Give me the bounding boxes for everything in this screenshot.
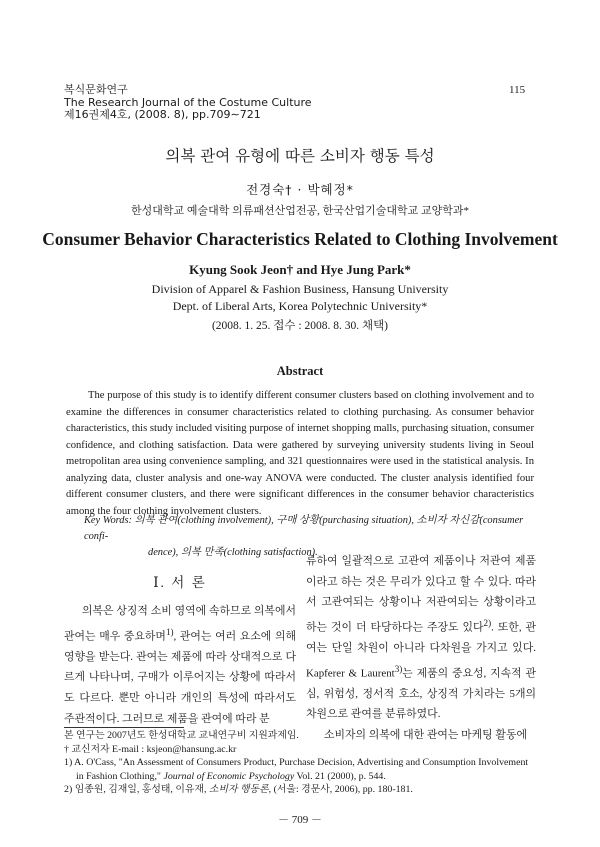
abstract-text: The purpose of this study is to identify different consumer clusters based on clothing involvement and to examine the differences in consumer characteristics related to clothing purchasing. As consumer behavior characteristics, this study included visiting purpose of internet shopping malls, purchasing situation, consumer confidence, and clothing satisfaction. Data were gathered by surveying university students living in Seoul metropolitan area using convenience sampling, and 321 questionnaires were used in the statistical analysis. In analyzing data, cluster analysis and one-way ANOVA were conducted. The cluster analysis identified four different consumer clusters, and there were significant differences in the consumer behavior characteristics among the four clothing involvement clusters.: [66, 390, 534, 517]
keywords-line-2: dence), 의복 만족(clothing satisfaction).: [148, 547, 318, 558]
footnote-1: [64, 756, 538, 783]
title-korean: 의복 관여 유형에 따른 소비자 행동 특성: [165, 147, 435, 165]
journal-title: Journal of Economic Psychology: [163, 770, 295, 782]
keywords-label: Key Words:: [84, 515, 133, 526]
authors-korean: 전경숙† · 박혜정*: [246, 182, 354, 197]
footnote-divider: [64, 727, 184, 728]
book-title: 소비자 행동론,: [208, 784, 272, 796]
paragraph: [306, 551, 536, 725]
citation-marker: 3): [394, 663, 403, 674]
footnote-corresponding: † 교신저자 E-mail : ksjeon@hansung.ac.kr: [64, 743, 237, 755]
body-column-left: [64, 601, 296, 729]
footnote-funding: 본 연구는 2007년도 한성대학교 교내연구비 지원과제임.: [64, 730, 299, 741]
authors-english: Kyung Sook Jeon† and Hye Jung Park*: [189, 262, 411, 277]
journal-issue: 제16권제4호, (2008. 8), pp.709∼721: [64, 108, 261, 121]
abstract-body: [66, 388, 534, 520]
page-number-bottom: － 709 －: [278, 814, 322, 826]
footnote-2: [64, 783, 538, 797]
journal-name-en: The Research Journal of the Costume Culture: [64, 95, 312, 109]
footnotes: [64, 729, 538, 797]
affiliation-english-2: Dept. of Liberal Arts, Korea Polytechnic University*: [172, 299, 428, 313]
journal-header: [64, 84, 312, 122]
text-run: . 또한, 관여는 단일 차원이 아니라 다차원을 가지고 있다. Kapferer & Laurent: [306, 621, 537, 680]
section-heading-introduction: Ⅰ. 서 론: [153, 575, 207, 590]
text-run: 류하여 일괄적으로 고관여 제품이나 저관여 제품이라고 하는 것은 무리가 있다고 할 수 있다. 따라서 고관여되는 상황이나 저관여되는 상황이라고 하는 것이 더 타당하다는 주장도 있다: [306, 555, 536, 634]
abstract-heading: Abstract: [276, 364, 324, 378]
text-run: Vol. 21 (2000), p. 544.: [296, 770, 386, 782]
affiliation-korean: 한성대학교 예술대학 의류패션산업전공, 한국산업기술대학교 교양학과*: [130, 205, 470, 217]
affiliation-english-1: Division of Apparel & Fashion Business, Hansung University: [151, 282, 449, 296]
received-dates: (2008. 1. 25. 접수 : 2008. 8. 30. 채택): [211, 320, 389, 332]
text-run: 1) A. O'Cass, "An Assessment of Consumers Product, Purchase Decision, Advertising and Consumption Involvement in Fashion Clothing,": [64, 757, 529, 782]
text-run: (서울: 경문사, 2006), pp. 180-181.: [273, 784, 413, 796]
text-run: 의복은 상징적 소비 영역에 속하므로 의복에서 관여는 매우 중요하며: [64, 605, 296, 643]
citation-marker: 2): [483, 617, 492, 628]
title-english: Consumer Behavior Characteristics Related to Clothing Involvement: [42, 229, 558, 249]
text-run: 는 제품의 중요성, 지속적 관심, 위험성, 정서적 호소, 상징적 가치라는 5개의 차원으로 관여를 분류하였다.: [306, 667, 536, 721]
citation-marker: 1): [165, 626, 174, 637]
journal-name-ko: 복식문화연구: [64, 83, 128, 96]
paragraph: [64, 601, 296, 729]
text-run: 2) 임종원, 김재일, 홍성태, 이유재,: [64, 784, 207, 796]
page-number-top: 115: [509, 84, 526, 96]
text-run: , 관여는 여러 요소에 의해 영향을 받는다. 관여는 제품에 따라 상대적으로 다르게 나타나며, 구매가 이루어지는 상황에 따라서도 다르다. 뿐만 아니라 개인의 특성에 따라서도 주관적이다. 그러므로 제품을 관여에 따라 분: [64, 630, 296, 725]
paragraph: 소비자의 의복에 대한 관여는 마케팅 활동에: [324, 729, 527, 741]
body-column-right: [306, 551, 536, 746]
keywords-line-1: 의복 관여(clothing involvement), 구매 상황(purchasing situation), 소비자 자신감(consumer confi-: [84, 515, 524, 542]
